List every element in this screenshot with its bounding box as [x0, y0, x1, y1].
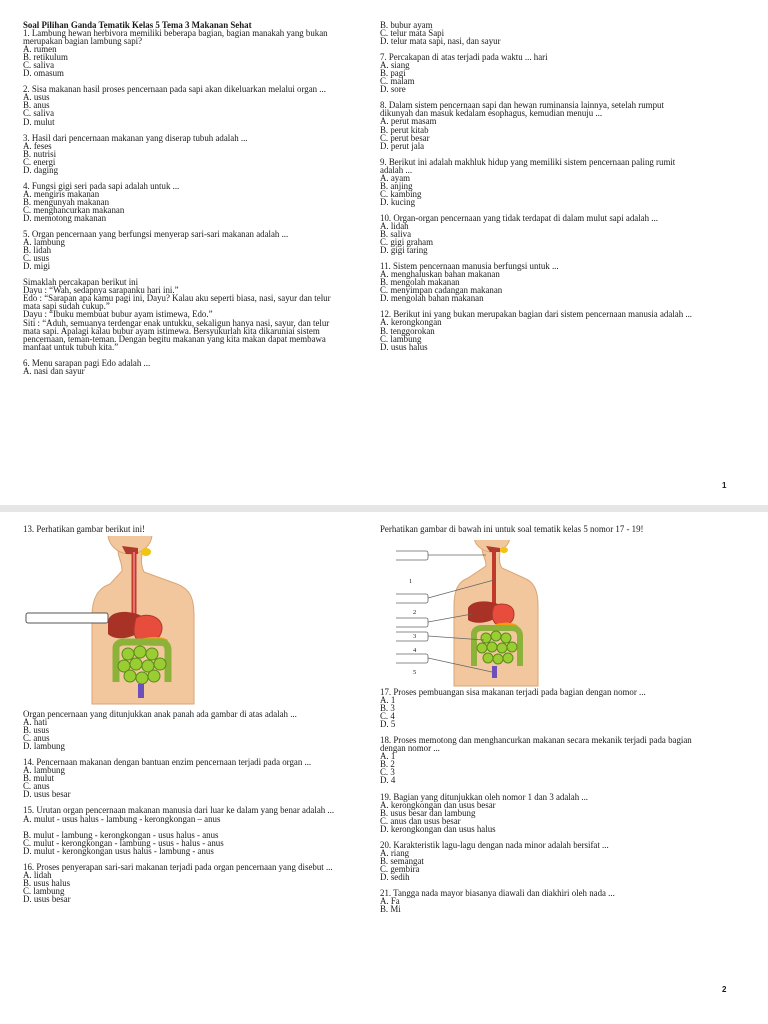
answer-option: B. usus halus [23, 877, 71, 888]
page2-left-column [23, 710, 368, 903]
answer-option: C. anus [23, 781, 50, 792]
answer-option: D. kerongkongan dan usus halus [380, 823, 496, 834]
text-line: pencernaan, teman-teman. Dengan begitu makanan yang kita makan dapat membawa [23, 333, 326, 344]
answer-option: B. nutrisi [23, 148, 57, 159]
question-text: 18. Proses memotong dan menghancurkan makanan secara mekanik terjadi pada bagian [380, 735, 692, 746]
text-line: Siti : “Aduh, semuanya terdengar enak untukku, sekaligun hanya nasi, sayur, dan telur [23, 317, 330, 328]
question-text: 4. Fungsi gigi seri pada sapi adalah untuk ... [23, 180, 180, 191]
answer-option: D. perut jala [380, 140, 425, 151]
answer-option: A. hati [23, 717, 48, 728]
question-text: 8. Dalam sistem pencernaan sapi dan hewan ruminansia lainnya, setelah rumput [380, 100, 664, 111]
answer-option: C. menghancurkan makanan [23, 204, 125, 215]
question-text: 19. Bagian yang ditunjukkan oleh nomor 1 dan 3 adalah ... [380, 791, 589, 802]
page1-right-column [380, 21, 750, 351]
answer-option: B. pagi [380, 68, 406, 79]
answer-option: D. lambung [23, 741, 65, 752]
answer-option: D. usus besar [23, 893, 71, 904]
answer-option: D. sedih [380, 871, 410, 882]
page-separator [0, 505, 768, 512]
answer-option: A. mulut - usus halus - lambung - kerongkongan – anus [23, 813, 221, 824]
figure-label-3: 3 [413, 633, 417, 640]
figure-label-4: 4 [413, 647, 417, 654]
answer-option: D. sore [380, 84, 406, 95]
answer-option: B. mulut [23, 773, 55, 784]
answer-option: C. perut besar [380, 132, 430, 143]
text-line: Dayu : “Wah, sedapnya sarapanku hari ini.” [23, 285, 179, 296]
text-line: mata sapi. Apalagi kalau bubur ayam istimewa. Bersyukurlah kita dikaruniai sistem [23, 325, 320, 336]
answer-option: C. anus dan usus besar [380, 815, 461, 826]
answer-option: C. lambung [23, 885, 65, 896]
answer-option: D. kucing [380, 196, 416, 207]
text-line: Edo : “Sarapan apa kamu pagi ini, Dayu? Kalau aku seperti biasa, nasi, sayur dan telur [23, 293, 331, 304]
text-line: adalah ... [380, 164, 413, 175]
answer-option: D. migi [23, 261, 51, 272]
question-text: 17. Proses pembuangan sisa makanan terjadi pada bagian dengan nomor ... [380, 687, 646, 697]
question-text: 12. Berikut ini yang bukan merupakan bagian dari sistem pencernaan manusia adalah ... [380, 309, 693, 320]
answer-option: C. menyimpan cadangan makanan [380, 285, 503, 296]
page-number: 2 [722, 985, 727, 994]
text-line: Dayu : “Ibuku membuat bubur ayam istimewa, Edo.” [23, 309, 213, 320]
figure-label-2: 2 [413, 609, 417, 616]
figure-prompt [380, 525, 643, 533]
answer-option: B. retikulum [23, 52, 68, 63]
page2-right-column [380, 688, 750, 913]
figure-prompt-text: Perhatikan gambar di bawah ini untuk soal tematik kelas 5 nomor 17 - 19! [380, 524, 644, 534]
answer-option: B. mengolah makanan [380, 277, 460, 288]
answer-option: C. anus [23, 733, 50, 744]
answer-option: C. saliva [23, 108, 55, 119]
answer-option: B. tenggorokan [380, 325, 435, 336]
answer-option: A. 1 [380, 751, 396, 762]
answer-option: C. energi [23, 156, 56, 167]
text-line: manfaat untuk tubuh kita.” [23, 341, 119, 352]
answer-option: A. rumen [23, 44, 57, 55]
answer-option: A. Fa [380, 896, 400, 907]
question-text: 21. Tangga nada mayor biasanya diawali dan diakhiri oleh nada ... [380, 887, 615, 898]
answer-option: D. usus halus [380, 341, 428, 352]
answer-option: A. ayam [380, 172, 411, 183]
answer-option: B. lidah [23, 245, 52, 256]
answer-option: C. gembira [380, 863, 420, 874]
answer-option: C. usus [23, 253, 50, 264]
answer-option: D. mulut - kerongkongan usus halus - lambung - anus [23, 845, 214, 856]
document-page-1 [0, 0, 768, 505]
answer-option: A. siang [380, 60, 410, 71]
question-text: 11. Sistem pencernaan manusia berfungsi untuk ... [380, 261, 559, 272]
question-text: Simaklah percakapan berikut ini [23, 277, 139, 288]
answer-option: B. Mi [380, 904, 401, 915]
answer-option: D. 4 [380, 775, 396, 786]
answer-option: C. mulut - kerongkongan - lambung - usus - halus - anus [23, 837, 224, 848]
answer-option: A. lidah [23, 869, 52, 880]
answer-option: A. menghaluskan bahan makanan [380, 269, 500, 280]
answer-option: D. 5 [380, 719, 396, 730]
answer-option: B. 2 [380, 759, 395, 770]
page1-left-column [23, 21, 368, 375]
answer-option: C. 4 [380, 711, 395, 722]
answer-option: B. usus besar dan lambung [380, 807, 476, 818]
answer-option: C. 3 [380, 767, 395, 778]
document-page-2 [0, 512, 768, 1024]
answer-option: A. lambung [23, 237, 65, 248]
figure-label-5: 5 [413, 669, 417, 676]
q13-prompt-text: 13. Perhatikan gambar berikut ini! [23, 524, 145, 534]
text-line: merupakan bagian lambung sapi? [23, 36, 143, 47]
answer-option: A. kerongkongan dan usus besar [380, 799, 496, 810]
answer-option: D. gigi taring [380, 245, 428, 256]
question-text: 3. Hasil dari pencernaan makanan yang diserap tubuh adalah ... [23, 132, 248, 143]
answer-option: A. nasi dan sayur [23, 365, 85, 376]
text-line: dikunyah dan masuk kedalam esophagus, kemudian menuju ... [380, 108, 603, 119]
question-text: 16. Proses penyerapan sari-sari makanan terjadi pada organ pencernaan yang disebut ... [23, 861, 333, 872]
question-text: 15. Urutan organ pencernaan makanan manusia dari luar ke dalam yang benar adalah ... [23, 805, 335, 816]
answer-option: B. saliva [380, 229, 412, 240]
q13-prompt [23, 525, 145, 533]
question-text: 5. Organ pencernaan yang berfungsi menyerap sari-sari makanan adalah ... [23, 229, 289, 240]
question-text: 10. Organ-organ pencernaan yang tidak terdapat di dalam mulut sapi adalah ... [380, 212, 658, 223]
answer-option: A. kerongkongan [380, 317, 442, 328]
page-number: 1 [722, 481, 727, 490]
answer-option: A. perut masam [380, 116, 437, 127]
answer-option: C. telur mata Sapi [380, 28, 445, 39]
answer-option: B. perut kitab [380, 124, 429, 135]
answer-option: B. mulut - lambung - kerongkongan - usus halus - anus [23, 829, 219, 840]
question-text: 7. Percakapan di atas terjadi pada waktu ... hari [380, 52, 548, 63]
answer-option: A. feses [23, 140, 52, 151]
question-text: 14. Pencernaan makanan dengan bantuan enzim pencernaan terjadi pada organ ... [23, 757, 312, 768]
answer-option: A. usus [23, 92, 50, 103]
question-text: Soal Pilihan Ganda Tematik Kelas 5 Tema 3 Makanan Sehat [23, 20, 252, 30]
answer-option: D. mulut [23, 116, 55, 127]
answer-option: A. 1 [380, 695, 396, 706]
digestive-system-figure-left [22, 536, 202, 706]
answer-option: B. usus [23, 725, 50, 736]
answer-option: C. kambing [380, 188, 422, 199]
answer-option: D. usus besar [23, 789, 71, 800]
text-line: mata sapi sudah cukup.” [23, 301, 110, 312]
answer-option: B. mengunyah makanan [23, 196, 110, 207]
answer-option: A. riang [380, 847, 410, 858]
question-text: 20. Karakteristik lagu-lagu dengan nada minor adalah bersifat ... [380, 839, 609, 850]
answer-option: B. anjing [380, 180, 413, 191]
answer-option: B. anus [23, 100, 50, 111]
question-text: 2. Sisa makanan hasil proses pencernaan pada sapi akan dikeluarkan melalui organ ... [23, 84, 326, 95]
question-text: 6. Menu sarapan pagi Edo adalah ... [23, 357, 151, 368]
digestive-system-figure-right [396, 540, 546, 690]
figure-label-1: 1 [409, 578, 413, 585]
answer-option: D. telur mata sapi, nasi, dan sayur [380, 36, 501, 47]
answer-option: C. malam [380, 76, 415, 87]
text-line: dengan nomor ... [380, 743, 440, 754]
answer-option: D. mengolah bahan makanan [380, 293, 484, 304]
question-text: 1. Lambung hewan herbivora memiliki beberapa bagian, bagian manakah yang bukan [23, 28, 328, 39]
answer-option: A. mengiris makanan [23, 188, 100, 199]
answer-option: C. gigi graham [380, 237, 433, 248]
answer-option: A. lidah [380, 220, 409, 231]
answer-option: B. semangat [380, 855, 424, 866]
answer-option: B. bubur ayam [380, 20, 433, 30]
answer-option: D. omasum [23, 68, 64, 79]
answer-option: D. memotong makanan [23, 212, 107, 223]
answer-option: D. daging [23, 164, 59, 175]
answer-option: C. saliva [23, 60, 55, 71]
text-line: Organ pencernaan yang ditunjukkan anak panah ada gambar di atas adalah ... [23, 709, 297, 719]
answer-option: C. lambung [380, 333, 422, 344]
question-text: 9. Berikut ini adalah makhluk hidup yang memiliki sistem pencernaan paling rumit [380, 156, 676, 167]
answer-option: B. 3 [380, 703, 395, 714]
answer-option: A. lambung [23, 765, 65, 776]
